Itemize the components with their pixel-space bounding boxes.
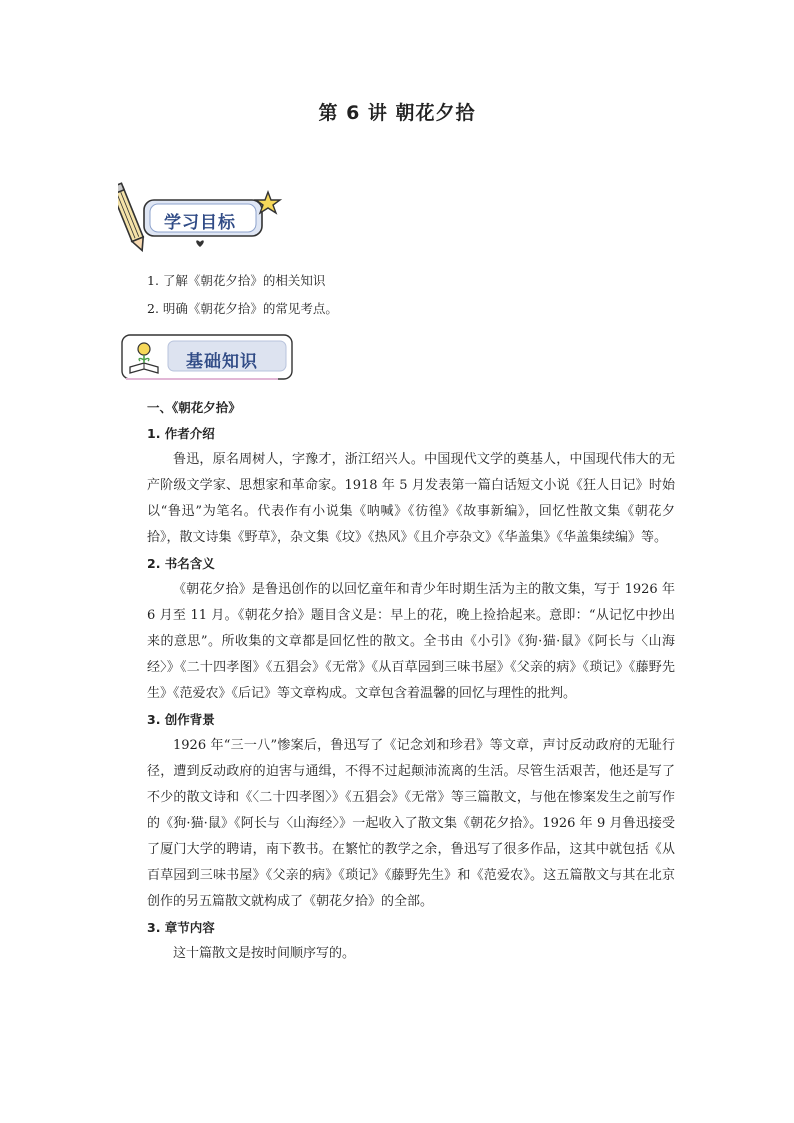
page-title: 第 6 讲 朝花夕拾 xyxy=(318,102,476,124)
section-heading: 2. 书名含义 xyxy=(147,556,215,571)
section-text: 《朝花夕拾》是鲁迅创作的以回忆童年和青少年时期生活为主的散文集，写于 1926 年 6 月至 11 月。《朝花夕拾》题目含义是：早上的花，晚上捡拾起来。意即：“从记忆中抄出来的意思”。所收集的文章都是回忆性的散文。全书由《小引》《狗·猫·鼠》《阿长与〈山海经〉》《二十四孝图》《五猖会》《无常》《从百草园到三味书屋》《父亲的病》《琐记》《藤野先生》《范爱农》《后记》等文章构成。文章包含着温馨的回忆与理性的批判。 xyxy=(147,582,675,701)
section-heading: 3. 创作背景 xyxy=(147,712,215,727)
section-text: 鲁迅，原名周树人，字豫才，浙江绍兴人。中国现代文学的奠基人，中国现代伟大的无产阶级文学家、思想家和革命家。1918 年 5 月发表第一篇白话短文小说《狂人日记》时始以“鲁迅”为笔名。代表作有小说集《呐喊》《彷徨》《故事新编》，回忆性散文集《朝花夕拾》，散文诗集《野草》，杂文集《坟》《热风》《且介亭杂文》《华盖集》《华盖集续编》等。 xyxy=(147,452,675,545)
main-content xyxy=(147,395,675,967)
basic-knowledge-label: 基础知识 xyxy=(186,352,258,372)
goals-list xyxy=(147,267,338,323)
part-title: 一、《朝花夕拾》 xyxy=(147,400,241,415)
section-text: 1926 年“三一八”惨案后，鲁迅写了《记念刘和珍君》等文章，声讨反动政府的无耻行径，遭到反动政府的迫害与通缉，不得不过起颠沛流离的生活。尽管生活艰苦，他还是写了不少的散文诗和《〈二十四孝图〉》《五猖会》《无常》等三篇散文，与他在惨案发生之前写作的《狗·猫·鼠》《阿长与〈山海经〉》一起收入了散文集《朝花夕拾》。1926 年 9 月鲁迅接受了厦门大学的聘请，南下教书。在繁忙的教学之余，鲁迅写了很多作品，这其中就包括《从百草园到三味书屋》《父亲的病》《琐记》《藤野先生》和《范爱农》。这五篇散文与其在北京创作的另五篇散文就构成了《朝花夕拾》的全部。 xyxy=(147,738,675,909)
section-text: 这十篇散文是按时间顺序写的。 xyxy=(173,946,356,961)
goal-item: 1. 了解《朝花夕拾》的相关知识 xyxy=(147,273,326,288)
section-heading: 3. 章节内容 xyxy=(147,920,215,935)
learning-goals-badge xyxy=(118,180,288,256)
goal-item: 2. 明确《朝花夕拾》的常见考点。 xyxy=(147,301,338,316)
section-heading: 1. 作者介绍 xyxy=(147,426,215,441)
basic-knowledge-badge xyxy=(118,331,298,383)
learning-goals-label: 学习目标 xyxy=(164,213,236,233)
